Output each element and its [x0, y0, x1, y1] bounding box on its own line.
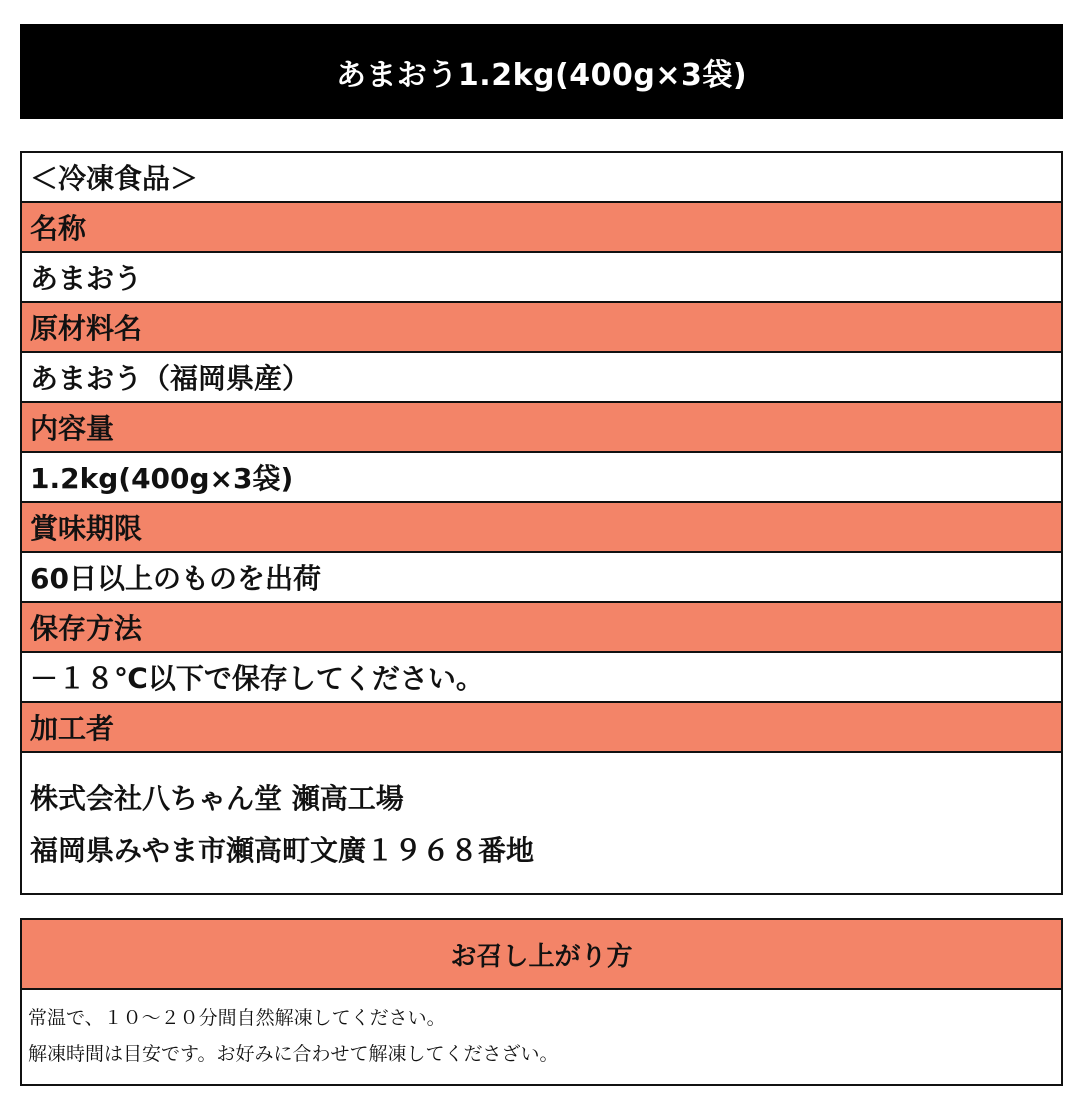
storage-value-row — [22, 653, 1061, 703]
product-title-bar — [20, 24, 1063, 119]
ingredients-label: 原材料名 — [30, 312, 143, 345]
howto-line: 解凍時間は目安です。お好みに合わせて解凍してくださざい。 — [28, 1043, 559, 1065]
contents-label-row — [22, 403, 1061, 453]
contents-label: 内容量 — [30, 412, 115, 445]
processor-name: 株式会社八ちゃん堂 瀬高工場 — [30, 782, 404, 815]
ingredients-value: あまおう（福岡県産） — [30, 362, 311, 395]
storage-label: 保存方法 — [30, 612, 143, 645]
spec-table — [20, 151, 1063, 895]
best-before-value-row — [22, 553, 1061, 603]
howto-box — [20, 918, 1063, 1086]
howto-line: 常温で、１０～２０分間自然解凍してください。 — [28, 1007, 446, 1029]
name-label: 名称 — [30, 212, 87, 245]
storage-value: －１８℃以下で保存してください。 — [30, 662, 484, 695]
storage-label-row — [22, 603, 1061, 653]
howto-body — [22, 990, 1061, 1084]
category-row — [22, 153, 1061, 203]
howto-header — [22, 920, 1061, 990]
ingredients-value-row — [22, 353, 1061, 403]
best-before-label: 賞味期限 — [30, 512, 143, 545]
processor-label-row — [22, 703, 1061, 753]
best-before-value: 60日以上のものを出荷 — [30, 562, 321, 595]
howto-title: お召し上がり方 — [450, 941, 633, 972]
contents-value-row — [22, 453, 1061, 503]
category-label: ＜冷凍食品＞ — [30, 162, 199, 195]
name-value-row — [22, 253, 1061, 303]
product-title: あまおう1.2kg(400g×3袋) — [335, 57, 748, 93]
processor-value-row — [22, 753, 1061, 893]
contents-value: 1.2kg(400g×3袋) — [30, 462, 294, 495]
name-value: あまおう — [30, 262, 143, 295]
name-label-row — [22, 203, 1061, 253]
best-before-label-row — [22, 503, 1061, 553]
ingredients-label-row — [22, 303, 1061, 353]
processor-address: 福岡県みやま市瀬高町文廣１９６８番地 — [30, 834, 535, 867]
processor-label: 加工者 — [30, 712, 115, 745]
